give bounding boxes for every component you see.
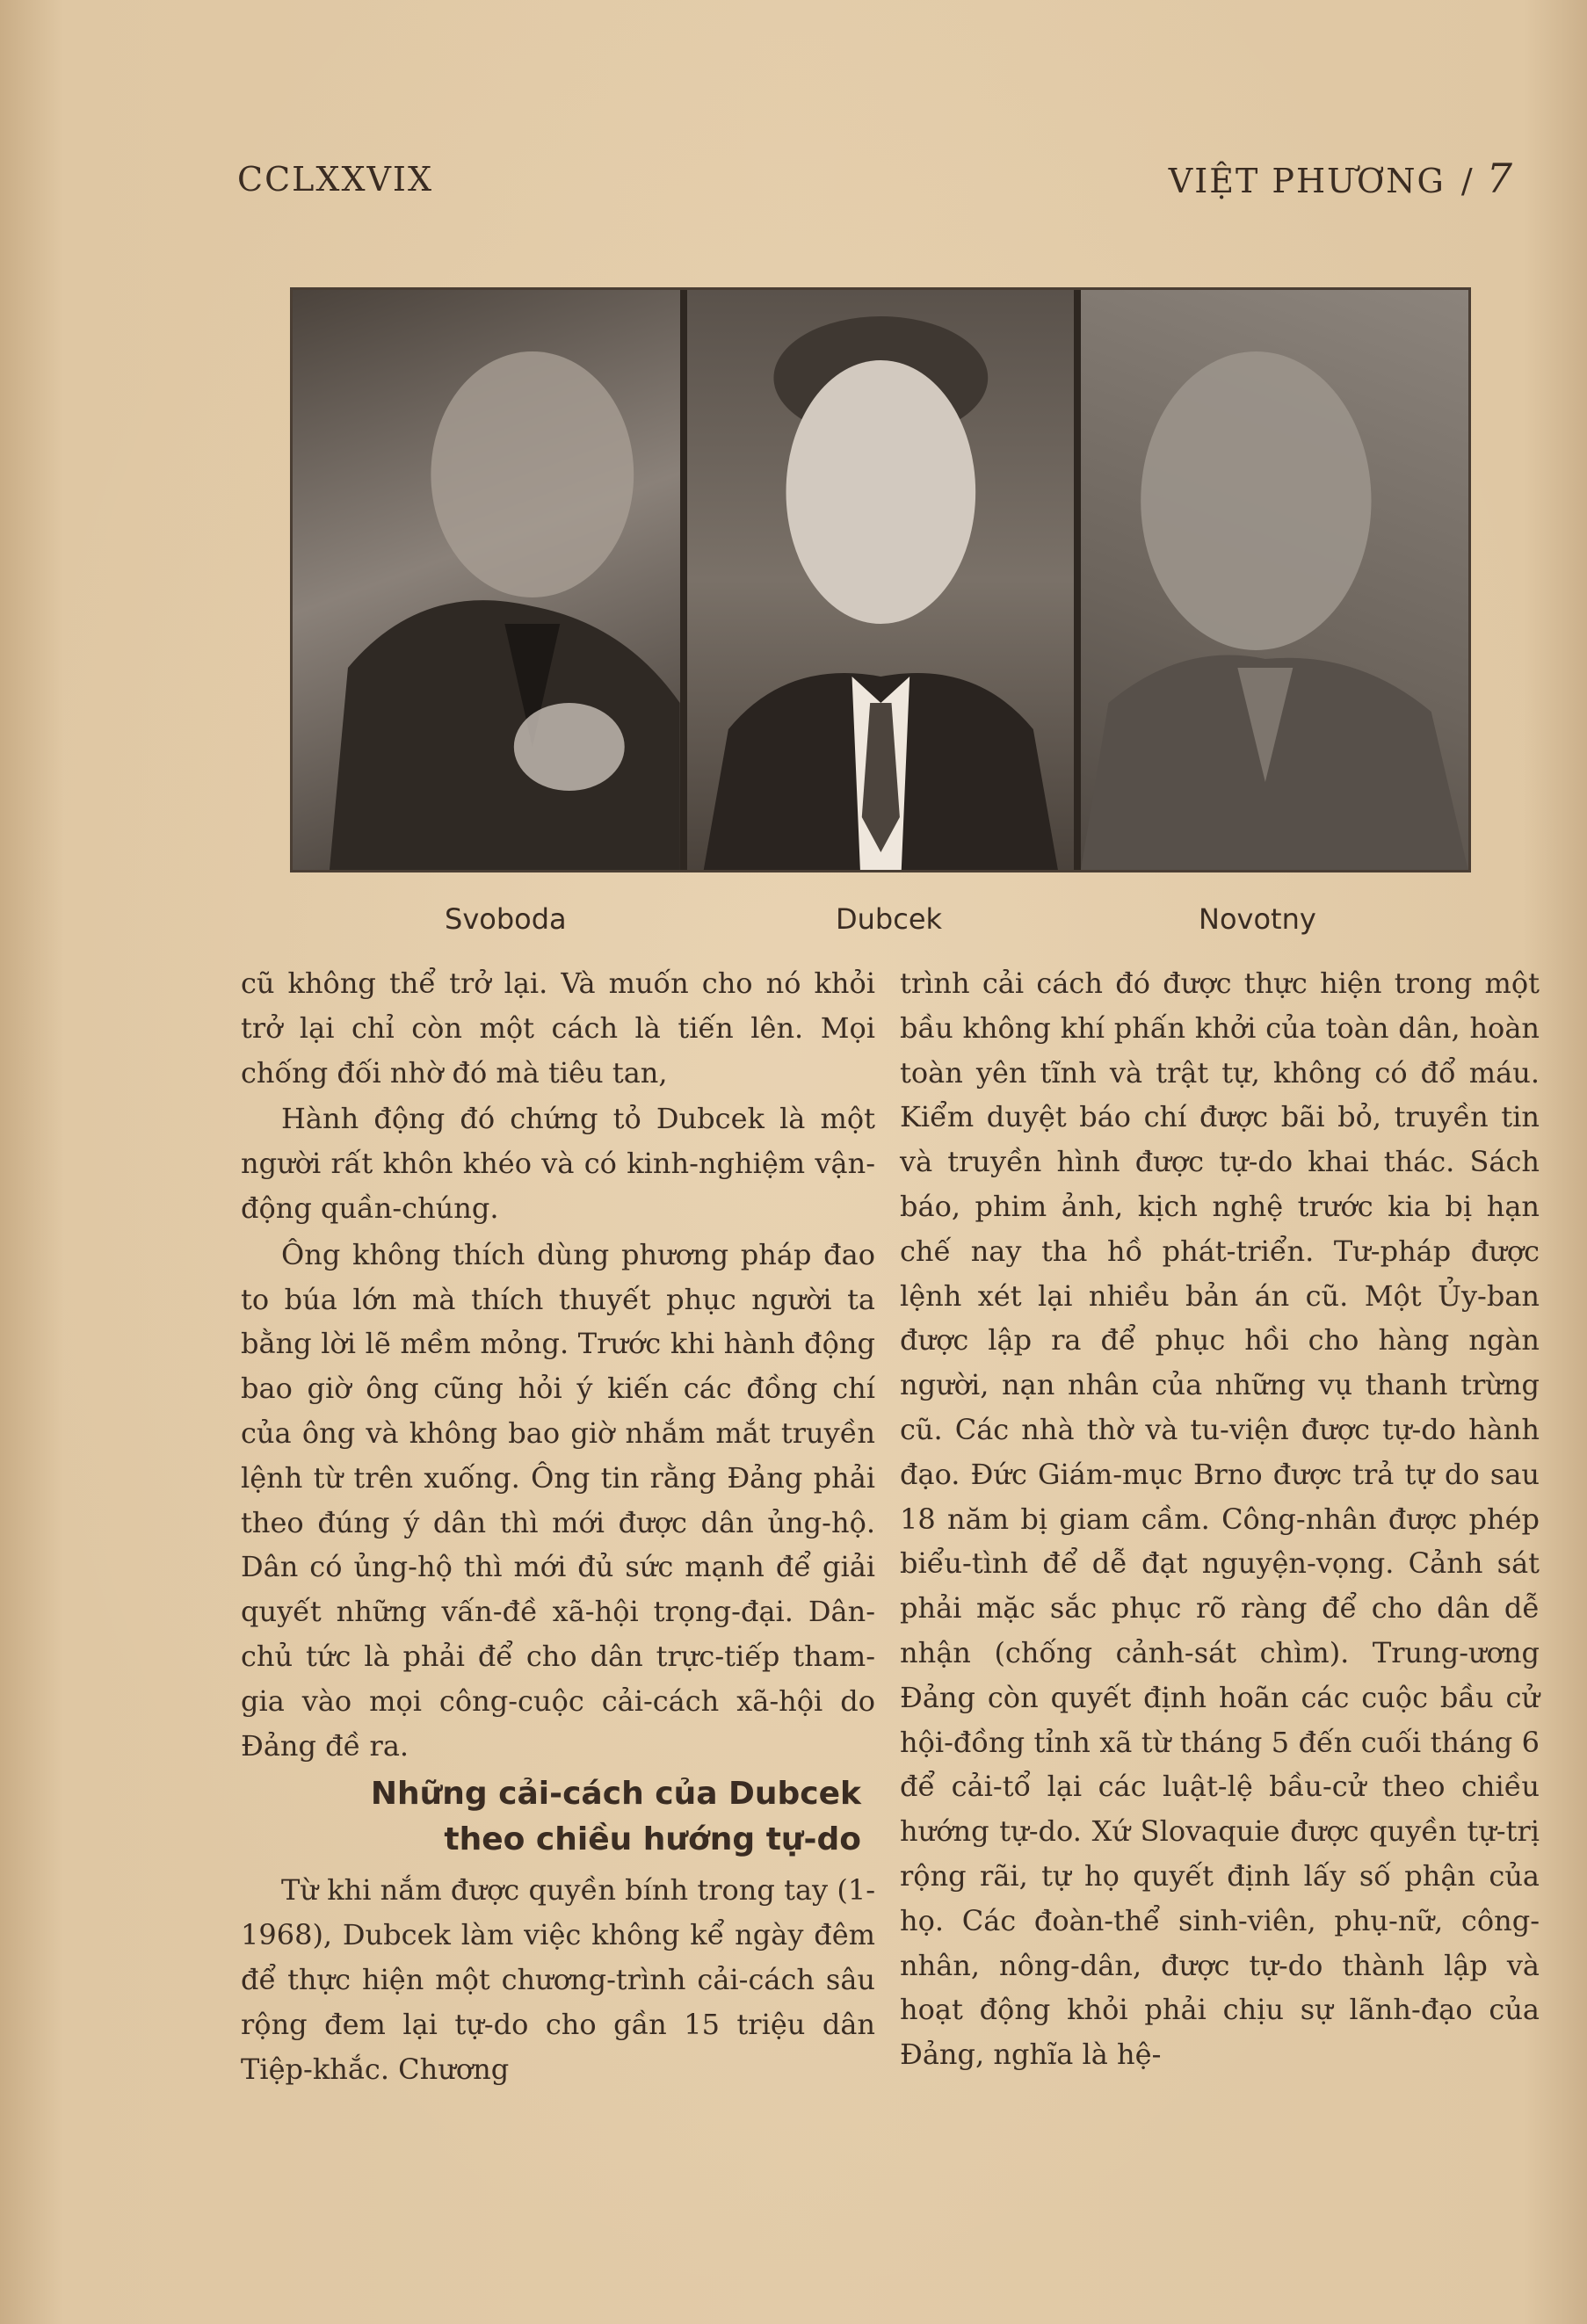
section-heading-line: Những cải-cách của Dubcek xyxy=(370,1776,861,1813)
paragraph: trình cải cách đó được thực hiện trong một bầu không khí phấn khởi của toàn dân, hoàn toàn yên tĩnh và trật tự, không có đổ máu. Kiểm duyệt báo chí được bãi bỏ, truyền tin và truyền hình được tự-do khai thác. Sách báo, phim ảnh, kịch nghệ trước kia bị hạn chế nay tha hồ phát-triển. Tư-pháp được lệnh xét lại nhiều bản án cũ. Một Ủy-ban được lập ra để phục hồi cho hàng ngàn người, nạn nhân của những vụ thanh trừng cũ. Các nhà thờ và tu-viện được tự-do hành đạo. Đức Giám-mục Brno được trả tự do sau 18 năm bị giam cầm. Công-nhân được phép biểu-tình để dễ đạt nguyện-vọng. Cảnh sát phải mặc sắc phục rõ ràng để cho dân dễ nhận (chống cảnh-sát chìm). Trung-ương Đảng còn quyết định hoãn các cuộc bầu cử hội-đồng tỉnh xã từ tháng 5 đến cuối tháng 6 để cải-tổ lại các luật-lệ bầu-cử theo chiều hướng tự-do. Xứ Slovaquie được quyền tự-trị rộng rãi, tự họ quyết định lấy số phận của họ. Các đoàn-thể sinh-viên, phụ-nữ, công-nhân, nông-dân, được tự-do thành lập và hoạt động khỏi phải chịu sự lãnh-đạo của Đảng, nghĩa là hệ- xyxy=(900,967,1540,2072)
caption-novotny: Novotny xyxy=(1199,902,1316,936)
portrait-svoboda-image xyxy=(293,290,680,870)
paragraph: Từ khi nắm được quyền bính trong tay (1-1968), Dubcek làm việc không kể ngày đêm để thực hiện một chương-trình cải-cách sâu rộng đem lại tự-do cho gần 15 triệu dân Tiệp-khắc. Chương xyxy=(241,1873,875,2086)
portrait-photo-dubcek xyxy=(687,290,1075,870)
portrait-photo-novotny xyxy=(1081,290,1468,870)
paragraph: Hành động đó chứng tỏ Dubcek là một người rất khôn khéo và có kinh-nghiệm vận-động quần-chúng. xyxy=(241,1102,875,1225)
paragraph: Ông không thích dùng phương pháp đao to búa lớn mà thích thuyết phục người ta bằng lời lẽ mềm mỏng. Trước khi hành động bao giờ ông cũng hỏi ý kiến các đồng chí của ông và không bao giờ nhắm mắt truyền lệnh từ trên xuống. Ông tin rằng Đảng phải theo đúng ý dân thì mới được dân ủng-hộ. Dân có ủng-hộ thì mới đủ sức mạnh để giải quyết những vấn-đề xã-hội trọng-đại. Dân-chủ tức là phải để cho dân trực-tiếp tham-gia vào mọi công-cuộc cải-cách xã-hội do Đảng đề ra. xyxy=(241,1237,875,1763)
page-number: 7 xyxy=(1486,155,1514,202)
portrait-novotny-image xyxy=(1081,290,1468,870)
header-separator: / xyxy=(1460,162,1475,200)
section-heading xyxy=(241,1771,875,1863)
portrait-dubcek-image xyxy=(687,290,1075,870)
running-header xyxy=(1169,155,1514,202)
article-column-right xyxy=(900,961,1540,2077)
caption-dubcek: Dubcek xyxy=(836,902,943,936)
article-column-left xyxy=(241,961,875,2091)
portrait-photo-svoboda xyxy=(293,290,680,870)
portrait-photo-strip xyxy=(293,290,1468,870)
caption-svoboda: Svoboda xyxy=(445,902,567,936)
paragraph: cũ không thể trở lại. Và muốn cho nó khỏi trở lại chỉ còn một cách là tiến lên. Mọi chống đối nhờ đó mà tiêu tan, xyxy=(241,967,875,1090)
magazine-title: VIỆT PHƯƠNG xyxy=(1168,162,1446,200)
issue-number: CCLXXVIX xyxy=(237,160,433,199)
section-heading-line: theo chiều hướng tự-do xyxy=(444,1821,861,1858)
